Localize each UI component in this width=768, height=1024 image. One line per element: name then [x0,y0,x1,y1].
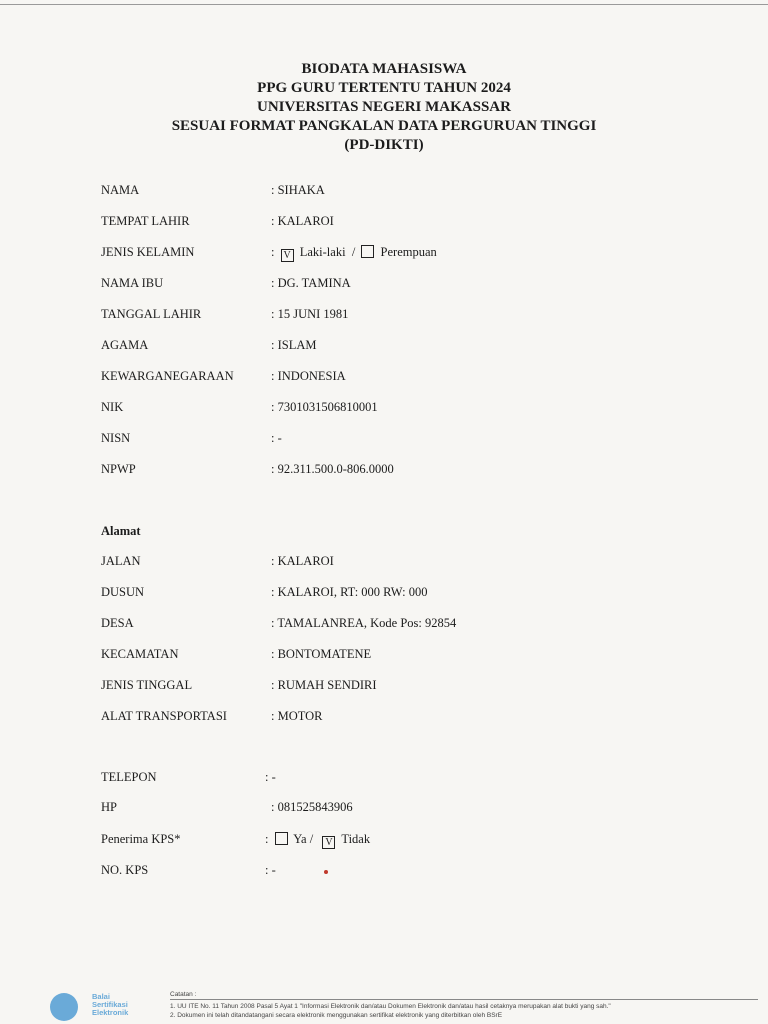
ink-speck [324,870,328,874]
value-hp: : 081525843906 [271,800,353,814]
option-tidak: Tidak [341,832,371,846]
top-rule [0,4,768,5]
label-jalan: JALAN [101,554,141,568]
catatan-label: Catatan : [170,991,197,998]
logo-line-3: Elektronik [92,1008,129,1017]
label-nama: NAMA [101,183,140,197]
value-nama: : SIHAKA [271,183,325,197]
note-1: 1. UU ITE No. 11 Tahun 2008 Pasal 5 Ayat 1 "Informasi Elektronik dan/atau Dokumen Elektronik dan/atau hasil cetaknya merupakan alat bukti yang sah." [170,1003,611,1010]
checkbox-perempuan[interactable] [361,245,374,258]
value-jenis-kelamin [271,243,437,262]
logo-line-1: Balai [92,992,110,1001]
value-no-kps: : - [265,863,276,877]
option-separator: / [351,245,356,259]
colon: : [271,245,275,259]
label-agama: AGAMA [101,338,149,352]
value-nik: : 7301031506810001 [271,400,378,414]
value-jenis-tinggal: : RUMAH SENDIRI [271,678,377,692]
label-alat-transportasi: ALAT TRANSPORTASI [101,709,227,723]
checkbox-ya[interactable] [275,832,288,845]
value-tempat-lahir: : KALAROI [271,214,334,228]
label-alamat: Alamat [101,524,141,538]
document-header [0,60,768,155]
value-npwp: : 92.311.500.0-806.0000 [271,462,394,476]
value-dusun: : KALAROI, RT: 000 RW: 000 [271,585,428,599]
value-jalan: : KALAROI [271,554,334,568]
bsre-logo-icon [50,993,78,1021]
option-laki-laki: Laki-laki [299,245,346,259]
label-telepon: TELEPON [101,770,157,784]
label-npwp: NPWP [101,462,136,476]
label-jenis-kelamin: JENIS KELAMIN [101,245,195,259]
checkbox-tidak[interactable]: V [322,836,335,849]
label-kewarganegaraan: KEWARGANEGARAAN [101,369,234,383]
label-nama-ibu: NAMA IBU [101,276,164,290]
label-hp: HP [101,800,117,814]
option-ya: Ya [293,832,307,846]
footer [0,985,768,1024]
label-dusun: DUSUN [101,585,145,599]
value-kewarganegaraan: : INDONESIA [271,369,346,383]
header-line-4: SESUAI FORMAT PANGKALAN DATA PERGURUAN TINGGI [171,118,597,134]
value-nisn: : - [271,431,282,445]
label-kecamatan: KECAMATAN [101,647,179,661]
label-nik: NIK [101,400,124,414]
label-kps: Penerima KPS* [101,832,181,846]
value-kps [265,830,370,849]
value-nama-ibu: : DG. TAMINA [271,276,351,290]
header-line-1: BIODATA MAHASISWA [301,61,467,77]
header-line-5: (PD-DIKTI) [344,137,424,153]
option-perempuan: Perempuan [380,245,437,259]
footer-notes [170,1002,760,1020]
value-desa: : TAMALANREA, Kode Pos: 92854 [271,616,457,630]
label-tempat-lahir: TEMPAT LAHIR [101,214,190,228]
value-alat-transportasi: : MOTOR [271,709,323,723]
colon: : [265,832,269,846]
checkbox-laki-laki[interactable]: V [281,249,294,262]
option-separator: / [309,832,314,846]
footer-divider [170,999,758,1000]
label-no-kps: NO. KPS [101,863,149,877]
value-kecamatan: : BONTOMATENE [271,647,372,661]
value-agama: : ISLAM [271,338,317,352]
header-line-3: UNIVERSITAS NEGERI MAKASSAR [257,99,511,115]
value-telepon: : - [265,770,276,784]
logo-line-2: Sertifikasi [92,1000,128,1009]
label-jenis-tinggal: JENIS TINGGAL [101,678,193,692]
label-tanggal-lahir: TANGGAL LAHIR [101,307,202,321]
value-tanggal-lahir: : 15 JUNI 1981 [271,307,349,321]
label-nisn: NISN [101,431,131,445]
note-2: 2. Dokumen ini telah ditandatangani secara elektronik menggunakan sertifikat elektronik yang diterbitkan oleh BSrE [170,1012,503,1019]
bsre-logo-text [92,993,128,1017]
header-line-2: PPG GURU TERTENTU TAHUN 2024 [257,80,511,96]
label-desa: DESA [101,616,134,630]
